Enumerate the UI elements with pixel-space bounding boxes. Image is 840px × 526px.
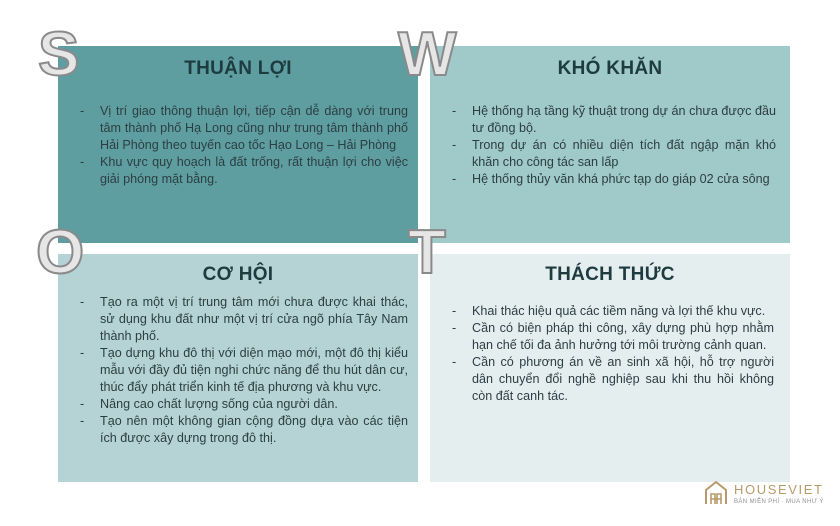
house-logo-icon	[704, 480, 728, 506]
list-item: - Hệ thống hạ tầng kỹ thuật trong dự án chưa được đầu tư đồng bộ.	[452, 103, 776, 137]
strengths-quadrant	[58, 46, 418, 243]
threats-list	[452, 303, 774, 405]
weaknesses-quadrant	[430, 46, 790, 243]
list-item: - Khai thác hiệu quả các tiềm năng và lợi thế khu vực.	[452, 303, 774, 320]
swot-letter-s: S	[38, 20, 80, 89]
list-item: - Cần có biện pháp thi công, xây dựng phù hợp nhằm hạn chế tối đa ảnh hưởng tới môi trường cảnh quan.	[452, 320, 774, 354]
list-item: - Tạo nên một không gian cộng đồng dựa vào các tiện ích được xây dựng trong đô thị.	[80, 413, 408, 447]
list-item: - Nâng cao chất lượng sống của người dân.	[80, 396, 408, 413]
list-item: - Hệ thống thủy văn khá phức tạp do giáp 02 cửa sông	[452, 171, 776, 188]
opportunities-list	[80, 294, 408, 447]
list-item: - Tạo ra một vị trí trung tâm mới chưa được khai thác, sử dụng khu đất như một vị trí cửa ngõ phía Tây Nam thành phố.	[80, 294, 408, 345]
houseviet-logo	[704, 478, 824, 514]
list-item: - Khu vực quy hoạch là đất trống, rất thuận lợi cho việc giải phóng mặt bằng.	[80, 154, 408, 188]
weaknesses-list	[452, 103, 776, 188]
list-item: - Trong dự án có nhiều diện tích đất ngập mặn khó khăn cho công tác san lấp	[452, 137, 776, 171]
list-item: - Vị trí giao thông thuận lợi, tiếp cận dễ dàng với trung tâm thành phố Hạ Long cũng như trung tâm thành phố Hải Phòng theo tuyến cao tốc Hạo Long – Hải Phòng	[80, 103, 408, 154]
strengths-title: THUẬN LỢI	[184, 58, 292, 79]
weaknesses-title: KHÓ KHĂN	[557, 58, 663, 79]
logo-name: HOUSEVIET	[734, 482, 824, 497]
list-item: - Tạo dựng khu đô thị với diện mạo mới, một đô thị kiểu mẫu với đầy đủ tiện nghi chức năng để thu hút dân cư, thúc đẩy phát triển kinh tế địa phương và khu vực.	[80, 345, 408, 396]
opportunities-title: CƠ HỘI	[202, 264, 274, 285]
swot-letter-t: T	[408, 218, 446, 287]
threats-quadrant	[430, 254, 790, 482]
threats-title: THÁCH THỨC	[545, 264, 675, 285]
strengths-list	[80, 103, 408, 188]
opportunities-quadrant	[58, 254, 418, 482]
logo-tagline: BÁN MIỄN PHÍ · MUA NHƯ Ý	[734, 499, 824, 505]
list-item: - Cần có phương án về an sinh xã hội, hỗ trợ người dân chuyển đổi nghề nghiệp sau khi thu hồi không còn đất canh tác.	[452, 354, 774, 405]
swot-letter-o: O	[36, 218, 85, 287]
swot-letter-w: W	[398, 20, 457, 89]
